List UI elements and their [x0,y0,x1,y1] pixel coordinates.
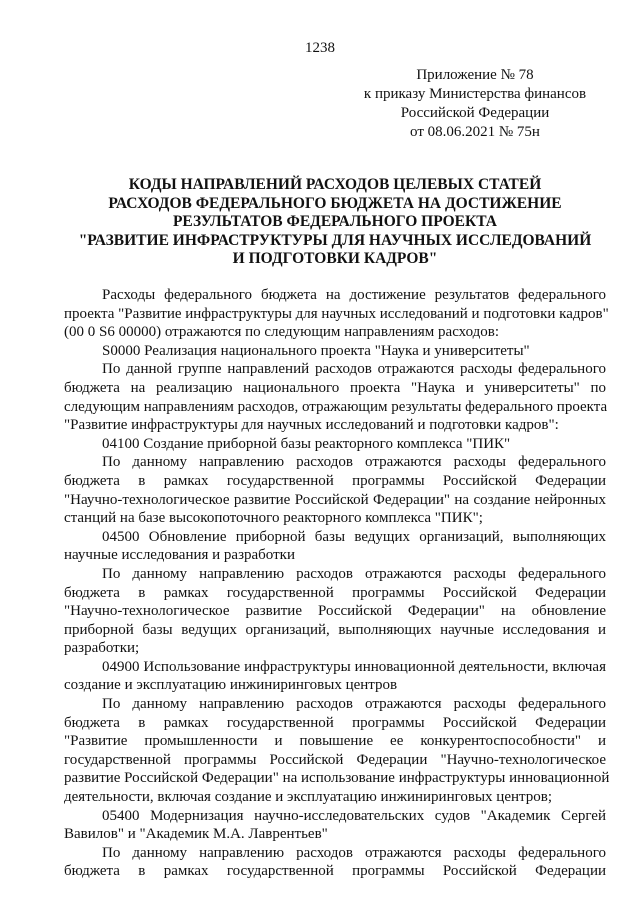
text-line: 05400 Модернизация научно-исследовательских судов "Академик Сергей [102,807,606,824]
intro-paragraph [64,286,609,342]
code-heading-s0000: S0000 Реализация национального проекта "Наука и университеты" [102,342,530,359]
appendix-line: к приказу Министерства финансов [363,86,587,102]
title-line: РЕЗУЛЬТАТОВ ФЕДЕРАЛЬНОГО ПРОЕКТА [172,213,498,230]
appendix-line: Российской Федерации [400,105,550,121]
description-04500 [64,565,606,658]
text-line: станций на базе высокопоточного реакторного комплекса "ПИК"; [64,510,483,527]
text-line: следующим направлениям расходов, отражающим результаты федерального проекта [64,398,608,415]
text-line: Расходы федерального бюджета на достижение результатов федерального [102,287,606,303]
description-04900 [64,695,610,807]
text-line: По данной группе направлений расходов отражаются расходы федерального [102,361,606,378]
document-title [60,176,610,269]
title-line: И ПОДГОТОВКИ КАДРОВ" [232,250,438,267]
text-line: бюджета в рамках государственной программы Российской Федерации [64,472,606,489]
text-line: приборной базы ведущих организаций, выполняющих научные исследования и [64,621,606,638]
description-04100 [64,453,606,527]
text-line: бюджета в рамках государственной программы Российской Федерации [64,863,606,880]
text-line: Вавилов" и "Академик М.А. Лаврентьев" [64,826,328,843]
document-body [64,286,610,881]
text-line: создание и эксплуатацию инжиниринговых центров [64,677,398,694]
code-heading-04900 [64,658,606,695]
title-line: КОДЫ НАПРАВЛЕНИЙ РАСХОДОВ ЦЕЛЕВЫХ СТАТЕЙ [128,176,542,193]
text-line: 04900 Использование инфраструктуры инновационной деятельности, включая [102,658,606,675]
text-line: "Развитие инфраструктуры для научных исследований и подготовки кадров": [64,417,559,434]
text-line: (00 0 S6 00000) отражаются по следующим направлениям расходов: [64,324,500,341]
title-line: РАСХОДОВ ФЕДЕРАЛЬНОГО БЮДЖЕТА НА ДОСТИЖЕНИЕ [108,194,562,212]
code-heading-04500 [64,528,606,565]
text-line: бюджета в рамках государственной программы Российской Федерации [64,584,606,601]
appendix-line: Приложение № 78 [416,67,534,83]
appendix-line: от 08.06.2021 № 75н [410,124,540,140]
text-line: деятельности, включая создание и эксплуатацию инжиниринговых центров; [64,789,552,806]
code-heading-05400 [64,807,606,844]
code-heading-04100: 04100 Создание приборной базы реакторного комплекса "ПИК" [102,435,511,452]
description-s0000 [64,360,606,434]
text-line: По данному направлению расходов отражаются расходы федерального [102,844,606,861]
description-05400 [64,844,606,881]
text-line: "Развитие промышленности и повышение ее конкурентоспособности" и [64,733,606,750]
page-number: 1238 [305,40,335,56]
text-line: "Научно-технологическое развитие Российской Федерации" на обновление [64,603,606,620]
text-line: развитие Российской Федерации" на использование инфраструктуры инновационной [64,770,610,787]
text-line: бюджета в рамках государственной программы Российской Федерации [64,714,606,731]
text-line: государственной программы Российской Федерации "Научно-технологическое [64,751,606,768]
text-line: По данному направлению расходов отражаются расходы федерального [102,454,606,471]
text-line: 04500 Обновление приборной базы ведущих организаций, выполняющих [102,528,606,545]
appendix-block [340,66,610,142]
text-line: разработки; [64,640,140,657]
text-line: "Научно-технологическое развитие Российской Федерации" на создание нейронных [64,491,606,508]
text-line: проекта "Развитие инфраструктуры для научных исследований и подготовки кадров" [64,305,609,322]
text-line: По данному направлению расходов отражаются расходы федерального [102,565,606,582]
text-line: бюджета на реализацию национального проекта "Наука и университеты" по [64,379,606,396]
text-line: По данному направлению расходов отражаются расходы федерального [102,696,606,713]
text-line: научные исследования и разработки [64,547,295,564]
title-line: "РАЗВИТИЕ ИНФРАСТРУКТУРЫ ДЛЯ НАУЧНЫХ ИССЛЕДОВАНИЙ [78,231,592,249]
